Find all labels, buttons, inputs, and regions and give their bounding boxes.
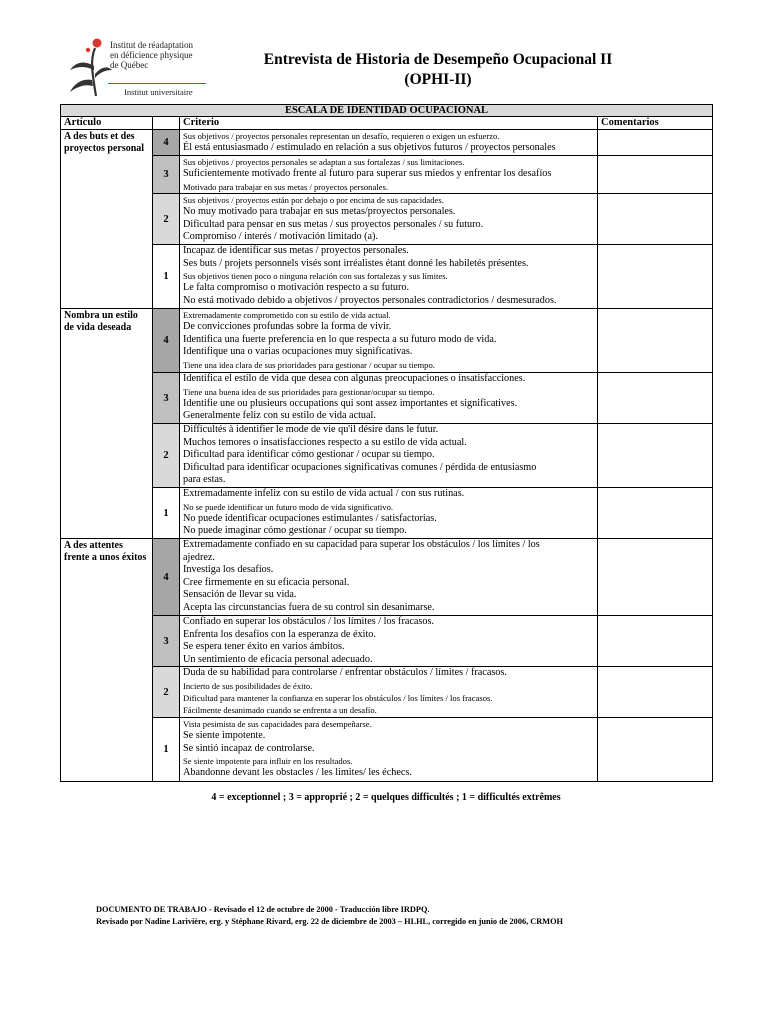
- criterio-line: Identifique una o varias ocupaciones muy significativas.: [183, 346, 413, 357]
- header-score: [153, 117, 180, 130]
- criterio-line: Dificultad para identificar ocupaciones significativas comunes / pérdida de entusiasmo: [183, 461, 537, 473]
- occupational-identity-table: [60, 104, 713, 782]
- criterio-line: Vista pesimista de sus capacidades para desempeñarse.: [183, 719, 372, 729]
- title-line-1: Entrevista de Historia de Desempeño Ocupacional II: [263, 51, 613, 68]
- criterio-line: Sus objetivos / proyectos están por debajo o por encima de sus capacidades.: [183, 195, 444, 205]
- criterio-line: Extremadamente infeliz con su estilo de vida actual / con sus rutinas.: [183, 488, 465, 499]
- header-comentarios: Comentarios: [598, 117, 713, 130]
- criterio-line: No puede imaginar cómo gestionar / ocupar su tiempo.: [183, 525, 407, 536]
- criterio-line: Extremadamente comprometido con su estilo de vida actual.: [183, 310, 391, 320]
- criterio-line: Confiado en superar los obstáculos / los límites / los fracasos.: [183, 616, 434, 627]
- criterio-line: Identifica una fuerte preferencia en lo que respecta a su futuro modo de vida.: [183, 333, 497, 345]
- score-cell: 4: [153, 309, 180, 373]
- criterio-line: Extremadamente confiado en su capacidad para superar los obstáculos / los límites / los: [183, 539, 540, 550]
- criterio-line: Incierto de sus posibilidades de éxito.: [183, 680, 313, 691]
- criterio-line: Enfrenta los desafíos con la esperanza de éxito.: [183, 628, 376, 640]
- header-articulo: Artículo: [61, 117, 153, 130]
- criterio-line: Identifica el estilo de vida que desea con algunas preocupaciones o insatisfacciones.: [183, 373, 526, 384]
- criterio-line: Investiga los desafíos.: [183, 564, 274, 575]
- score-cell: 1: [153, 488, 180, 539]
- criterio-cell: [180, 130, 598, 156]
- criterio-cell: [180, 424, 598, 488]
- comentarios-cell[interactable]: [598, 718, 713, 782]
- criterio-line: Se espera tener éxito en varios ámbitos.: [183, 641, 345, 652]
- criterio-cell: [180, 373, 598, 424]
- criterio-line: Identifie une ou plusieurs occupations qui sont assez importantes et significatives.: [183, 397, 518, 409]
- score-cell: 2: [153, 194, 180, 245]
- comentarios-cell[interactable]: [598, 156, 713, 194]
- logo-divider: [108, 83, 206, 84]
- score-cell: 3: [153, 373, 180, 424]
- criterio-line: para estas.: [183, 474, 226, 485]
- criterio-line: Abandonne devant les obstacles / les limites/ les échecs.: [183, 767, 412, 778]
- criterio-line: No está motivado debido a objetivos / proyectos personales contradictorios / desmesurados.: [183, 294, 557, 306]
- criterio-line: Se siente impotente para influir en los resultados.: [183, 756, 353, 766]
- table-row: [61, 616, 713, 667]
- criterio-line: Fácilmente desanimado cuando se enfrenta a un desafío.: [183, 704, 377, 715]
- comentarios-cell[interactable]: [598, 130, 713, 156]
- criterio-line: ajedrez.: [183, 551, 215, 563]
- table-row: [61, 194, 713, 245]
- page-title: [228, 50, 648, 90]
- criterio-cell: [180, 667, 598, 718]
- criterio-cell: [180, 309, 598, 373]
- criterio-line: Acepta las circunstancias fuera de su control sin desanimarse.: [183, 601, 435, 613]
- table-row: [61, 156, 713, 194]
- comentarios-cell[interactable]: [598, 424, 713, 488]
- table-row: [61, 718, 713, 782]
- criterio-line: Sus objetivos tienen poco o ninguna relación con sus fortalezas y sus límites.: [183, 271, 448, 281]
- comentarios-cell[interactable]: [598, 309, 713, 373]
- criterio-line: Ses buts / projets personnels visés sont irréalistes étant donné les habiletés présentes.: [183, 257, 529, 269]
- score-cell: 1: [153, 718, 180, 782]
- criterio-cell: [180, 616, 598, 667]
- criterio-line: Suficientemente motivado frente al futuro para superar sus miedos y enfrentar los desafíos: [183, 168, 552, 179]
- criterio-cell: [180, 245, 598, 309]
- footer-line-2: Revisado por Nadine Larivière, erg. y Stéphane Rivard, erg. 22 de diciembre de 2003 – HLHL, corregido en junio de 2006, CRMOH: [96, 917, 563, 926]
- score-legend: 4 = exceptionnel ; 3 = approprié ; 2 = quelques difficultés ; 1 = difficultés extrêmes: [211, 792, 561, 803]
- score-cell: 4: [153, 539, 180, 616]
- criterio-line: Dificultad para mantener la confianza en superar los obstáculos / los límites / los fracasos.: [183, 692, 493, 703]
- criterio-line: Generalmente feliz con su estilo de vida actual.: [183, 410, 376, 421]
- criterio-cell: [180, 488, 598, 539]
- articulo-cell: A des buts et des proyectos personal: [61, 130, 153, 309]
- criterio-cell: [180, 718, 598, 782]
- criterio-line: Cree firmemente en su eficacia personal.: [183, 576, 350, 588]
- footer-line-1: DOCUMENTO DE TRABAJO - Revisado el 12 de octubre de 2000 - Traducción libre IRDPQ.: [96, 905, 430, 914]
- logo-line: en déficience physique: [110, 50, 193, 60]
- comentarios-cell[interactable]: [598, 194, 713, 245]
- criterio-line: Compromiso / interés / motivación limitado (a).: [183, 231, 378, 242]
- criterio-line: Muchos temores o insatisfacciones respecto a su estilo de vida actual.: [183, 436, 467, 448]
- logo-text: [110, 40, 214, 70]
- criterio-line: Incapaz de identificar sus metas / proyectos personales.: [183, 245, 409, 256]
- table-row: [61, 488, 713, 539]
- score-cell: 2: [153, 424, 180, 488]
- table-row: [61, 130, 713, 156]
- score-cell: 3: [153, 616, 180, 667]
- criterio-line: Un sentimiento de eficacia personal adecuado.: [183, 653, 373, 665]
- criterio-line: Se siente impotente.: [183, 730, 266, 741]
- criterio-cell: [180, 194, 598, 245]
- criterio-line: De convicciones profundas sobre la forma de vivir.: [183, 321, 392, 332]
- criterio-cell: [180, 156, 598, 194]
- comentarios-cell[interactable]: [598, 616, 713, 667]
- comentarios-cell[interactable]: [598, 373, 713, 424]
- header-criterio: Criterio: [180, 117, 598, 130]
- criterio-line: Tiene una buena idea de sus prioridades para gestionar/ocupar su tiempo.: [183, 386, 435, 397]
- score-cell: 2: [153, 667, 180, 718]
- table-banner: ESCALA DE IDENTIDAD OCUPACIONAL: [61, 105, 713, 117]
- score-cell: 4: [153, 130, 180, 156]
- title-line-2: (OPHI-II): [404, 71, 472, 88]
- logo-subtitle: Institut universitaire: [124, 87, 193, 97]
- criterio-line: Sus objetivos / proyectos personales representan un desafío, requieren o exigen un esfuerzo.: [183, 131, 500, 141]
- criterio-line: Él está entusiasmado / estimulado en relación a sus objetivos futuros / proyectos personales: [183, 142, 556, 153]
- criterio-line: Dificultad para identificar cómo gestionar / ocupar su tiempo.: [183, 449, 435, 460]
- criterio-line: No puede identificar ocupaciones estimulantes / satisfactorias.: [183, 512, 437, 524]
- table-row: [61, 539, 713, 616]
- articulo-cell: A des attentes frente a unos éxitos: [61, 539, 153, 782]
- criterio-line: Motivado para trabajar en sus metas / proyectos personales.: [183, 181, 388, 192]
- criterio-line: Duda de su habilidad para controlarse / enfrentar obstáculos / límites / fracasos.: [183, 667, 507, 678]
- table-row: [61, 245, 713, 309]
- criterio-line: No muy motivado para trabajar en sus metas/proyectos personales.: [183, 206, 456, 217]
- criterio-line: Difficultés à identifier le mode de vie qu'il désire dans le futur.: [183, 424, 439, 435]
- comentarios-cell[interactable]: [598, 667, 713, 718]
- table-row: [61, 373, 713, 424]
- criterio-line: Le falta compromiso o motivación respecto a su futuro.: [183, 282, 410, 293]
- criterio-line: Se sintió incapaz de controlarse.: [183, 742, 315, 754]
- score-cell: 1: [153, 245, 180, 309]
- table-row: [61, 309, 713, 373]
- articulo-cell: Nombra un estilo de vida deseada: [61, 309, 153, 539]
- comentarios-cell[interactable]: [598, 245, 713, 309]
- table-row: [61, 667, 713, 718]
- logo-line: de Québec: [110, 60, 149, 70]
- criterio-line: Sensación de llevar su vida.: [183, 589, 297, 600]
- criterio-line: No se puede identificar un futuro modo de vida significativo.: [183, 501, 394, 512]
- criterio-line: Dificultad para pensar en sus metas / sus proyectos personales / su futuro.: [183, 218, 484, 230]
- document-footer: [96, 904, 563, 928]
- table-row: [61, 424, 713, 488]
- score-cell: 3: [153, 156, 180, 194]
- criterio-cell: [180, 539, 598, 616]
- criterio-line: Tiene una idea clara de sus prioridades para gestionar / ocupar su tiempo.: [183, 359, 435, 370]
- comentarios-cell[interactable]: [598, 539, 713, 616]
- logo-line: Institut de réadaptation: [110, 40, 193, 50]
- criterio-line: Sus objetivos / proyectos personales se adaptan a sus fortalezas / sus limitaciones.: [183, 157, 465, 167]
- comentarios-cell[interactable]: [598, 488, 713, 539]
